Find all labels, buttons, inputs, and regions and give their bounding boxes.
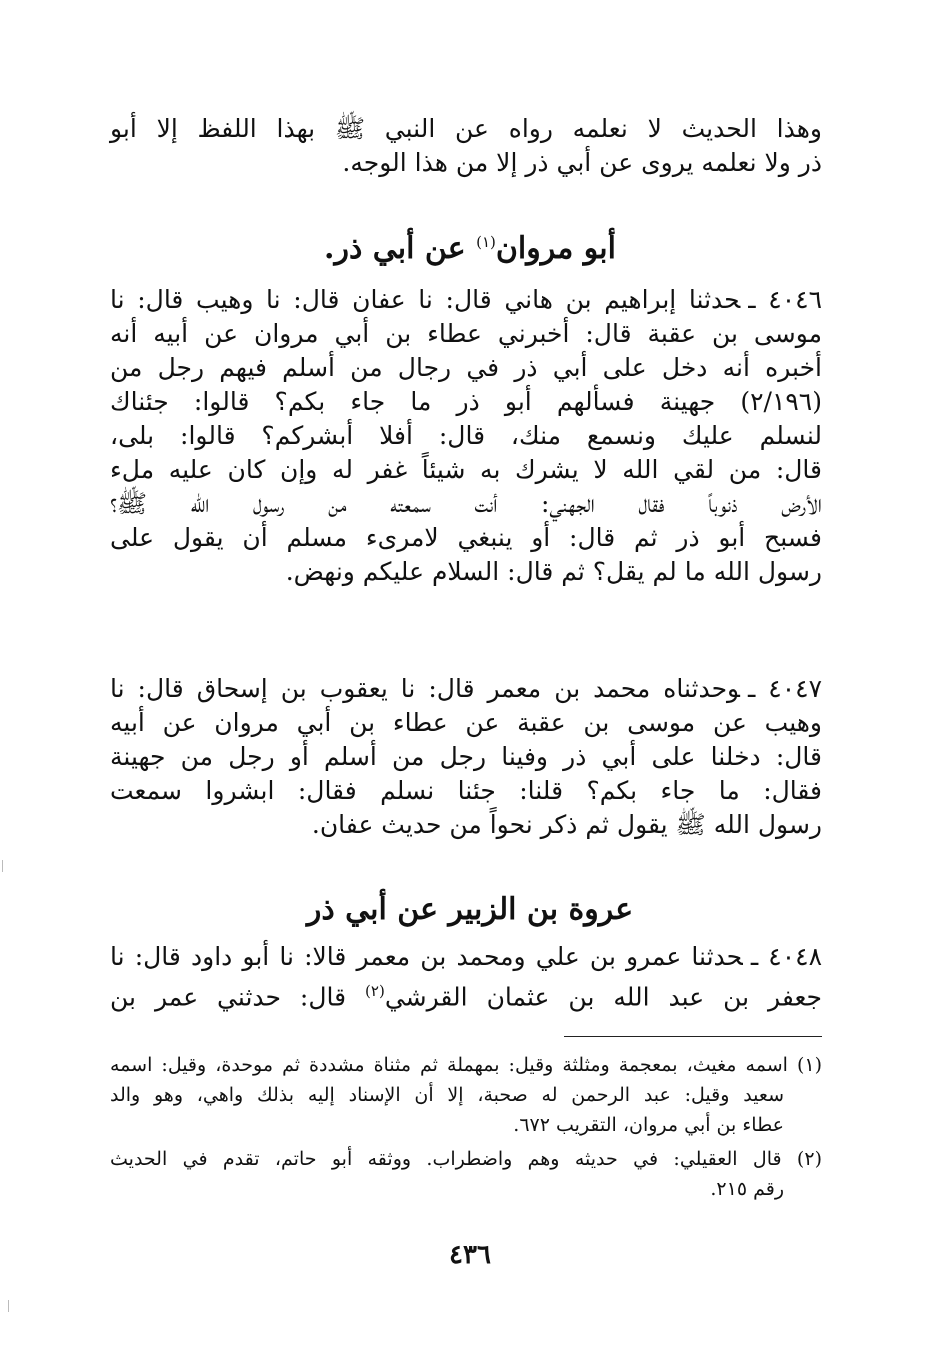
footnote-line: (١) اسمه مغيث، بمعجمة ومثلثة وقيل: بمهملة ثم مثناة مشددة ثم موحدة، وقيل: اسمه: [110, 1054, 822, 1076]
hadith-line: قال: دخلنا على أبي ذر وفينا رجل من أسلم أو رجل من جهينة: [110, 742, 822, 771]
hadith-line: موسى بن عقبة قال: أخبرني عطاء بن أبي مروان عن أبيه أنه: [110, 319, 822, 348]
hadith-line: رسول الله ما لم يقل؟ ثم قال: السلام عليكم ونهض.: [285, 557, 822, 586]
footnote-separator: [564, 1036, 822, 1037]
footnote-line: سعيد وقيل: عبد الرحمن له صحبة، إلا أن الإسناد إليه بذلك واهي، وهو والد: [110, 1084, 784, 1106]
intro-paragraph: [110, 112, 822, 180]
hadith-4046: [110, 283, 822, 589]
hadith-number: ٤٠٤٦ ـ: [748, 285, 822, 314]
section-heading-abu-marwan: [0, 222, 940, 269]
hadith-line: [110, 672, 822, 706]
hadith-4048: [110, 940, 822, 1014]
section-heading-urwa: عروة بن الزبير عن أبي ذر: [306, 892, 634, 927]
hadith-line: وهيب عن موسى بن عقبة عن عطاء بن أبي مروان عن أبيه: [110, 708, 822, 737]
footnote-ref: (٢): [365, 982, 385, 1000]
intro-line: وهذا الحديث لا نعلمه رواه عن النبي ﷺ بهذا اللفظ إلا أبو: [110, 114, 822, 143]
footnote-ref: (١): [476, 233, 496, 251]
hadith-line: [110, 940, 822, 974]
hadith-line: الأرض ذنوباً فقال الجهني: أنت سمعته من رسول الله ﷺ؟: [110, 489, 822, 518]
hadith-line: أخبره أنه دخل على أبي ذر في رجال من أسلم فيهم رجل من: [110, 353, 822, 382]
hadith-text: جعفر بن عبد الله بن عثمان القرشي: [384, 982, 822, 1012]
hadith-line: قال: من لقي الله لا يشرك به شيئاً غفر له وإن كان عليه ملء: [110, 455, 822, 484]
footnote-line: (٢) قال العقيلي: في حديثه وهم واضطراب. ووثقه أبو حاتم، تقدم في الحديث: [110, 1148, 822, 1170]
hadith-text: حدثنا إبراهيم بن هاني قال: نا عفان قال: نا وهيب قال: نا: [110, 285, 741, 314]
hadith-text: حدثنا عمرو بن علي ومحمد بن معمر قالا: نا أبو داود قال: نا: [110, 942, 743, 971]
hadith-line: (٢/١٩٦) جهينة فسألهم أبو ذر ما جاء بكم؟ قالوا: جئناك: [110, 387, 822, 416]
hadith-line: لنسلم عليك ونسمع منك، قال: أفلا أبشركم؟ قالوا: بلى،: [110, 421, 822, 450]
hadith-text: قال: حدثني عمر بن: [110, 982, 366, 1012]
hadith-line: فقال: ما جاء بكم؟ قلنا: جئنا نسلم فقال: ابشروا سمعت: [110, 776, 822, 805]
scan-mark: [2, 860, 3, 872]
hadith-text: وحدثناه محمد بن معمر قال: نا يعقوب بن إسحاق قال: نا: [110, 674, 740, 703]
hadith-4047: [110, 672, 822, 842]
section-title: أبو مروان: [495, 231, 616, 266]
scan-mark: [8, 1300, 9, 1312]
hadith-line: فسبح أبو ذر ثم قال: أو ينبغي لامرىء مسلم أن يقول على: [110, 523, 822, 552]
footnote-line: رقم ٢١٥.: [710, 1178, 784, 1200]
section-title-rest: عن أبي ذر.: [324, 231, 477, 266]
hadith-line: [110, 974, 822, 1014]
hadith-number: ٤٠٤٧ ـ: [747, 674, 822, 703]
footnote-2: [110, 1144, 822, 1204]
footnotes: [110, 1050, 822, 1208]
footnote-1: [110, 1050, 822, 1140]
hadith-number: ٤٠٤٨ ـ: [750, 942, 822, 971]
hadith-line: [110, 283, 822, 317]
page-number: ٤٣٦: [449, 1240, 491, 1270]
footnote-line: عطاء بن أبي مروان، التقريب ٦٧٢.: [513, 1114, 784, 1136]
hadith-line: رسول الله ﷺ يقول ثم ذكر نحواً من حديث عفان.: [311, 810, 822, 839]
intro-line: ذر ولا نعلمه يروى عن أبي ذر إلا من هذا الوجه.: [342, 148, 822, 177]
